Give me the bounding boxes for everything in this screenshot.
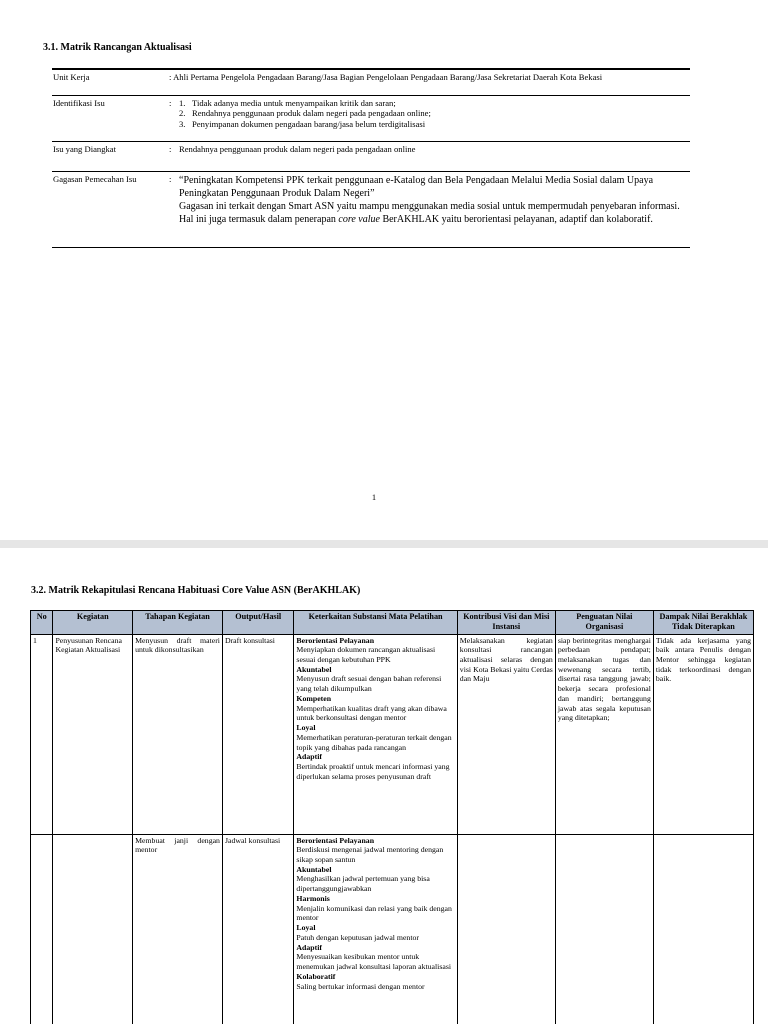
document-page-2 [0,548,768,1024]
row-label: Isu yang Diangkat [53,143,117,154]
header-penguatan: Penguatan Nilai Organisasi [555,611,653,635]
row-label: Gagasan Pemecahan Isu [53,173,137,184]
row-label: Unit Kerja [53,72,90,82]
cell-substansi: Berorientasi Pelayanan Menyiapkan dokumen rancangan aktualisasi sesuai dengan kebutuhan PPK Akuntabel Menyusun draft sesuai dengan bahan referensi yang telah dikumpulkan Kompeten Memperhatikan kualitas draft yang akan dibawa untuk berkonsultasi dengan mentor Loyal Memerhatikan peraturan-peraturan terkait dengan topik yang dibahas pada rancangan Adaptif Bertindak proaktif untuk mencari informasi yang diperlukan selama proses penyusunan draft [294,634,457,834]
gagasan-description: Gagasan ini terkait dengan Smart ASN yaitu mampu menggunakan media sosial untuk mempermudah penyebaran informasi. Hal ini juga termasuk dalam penerapan core value BerAKHLAK yaitu berorientasi pelayanan, adaptif dan kolaboratif. [179,200,680,225]
habituasi-table [30,610,754,1024]
cell-kontribusi [457,834,555,1024]
list-item: 3. Penyimpanan dokumen pengadaan barang/jasa belum terdigitalisasi [179,118,426,129]
cell-dampak [653,834,753,1024]
row-label: Identifikasi Isu [53,97,105,108]
cell-penguatan: siap berintegritas menghargai perbedaan pendapat; melaksanakan tugas dan wewenang secara tertib, disertai rasa tanggung jawab; bekerja secara profesional dan mandiri; bertanggung jawab atas segala keputusan yang ditetapkan; [555,634,653,834]
table-row [52,69,690,95]
header-kontribusi: Kontribusi Visi dan Misi Instansi [457,611,555,635]
list-item: 2. Rendahnya penggunaan produk dalam negeri pada pengadaan online; [179,108,431,119]
header-no: No [31,611,53,635]
gagasan-title: “Peningkatan Kompetensi PPK terkait penggunaan e-Katalog dan Bela Pengadaan Melalui Media Sosial dalam Upaya Peningkatan Penggunaan Produk Dalam Negeri” [179,174,654,199]
header-substansi: Keterkaitan Substansi Mata Pelatihan [294,611,457,635]
header-output: Output/Hasil [222,611,293,635]
cell-no [31,834,53,1024]
row-value: : Ahli Pertama Pengelola Pengadaan Barang/Jasa Bagian Pengelolaan Pengadaan Barang/Jasa Sekretariat Daerah Kota Bekasi [169,72,603,82]
row-value [178,171,690,247]
header-dampak: Dampak Nilai Berakhlak Tidak Diterapkan [653,611,753,635]
cell-penguatan [555,834,653,1024]
table-row [31,834,754,1024]
table-row: Gagasan Pemecahan Isu : “Peningkatan Kompetensi PPK terkait penggunaan e-Katalog dan Bela Pengadaan Melalui Media Sosial dalam Upaya Peningkatan Penggunaan Produk Dalam Negeri” Gagasan ini terkait dengan Smart ASN yaitu mampu menggunakan media sosial untuk mempermudah penyebaran informasi. Hal ini juga termasuk dalam penerapan core value BerAKHLAK yaitu berorientasi pelayanan, adaptif dan kolaboratif. [52,171,690,247]
cell-kontribusi: Melaksanakan kegiatan konsultasi rancangan aktualisasi selaras dengan visi Kota Bekasi yaitu Cerdas dan Maju [457,634,555,834]
section-heading-3-2: 3.2. Matrik Rekapitulasi Rencana Habituasi Core Value ASN (BerAKHLAK) [31,585,361,596]
cell-substansi: Berorientasi Pelayanan Berdiskusi mengenai jadwal mentoring dengan sikap sopan santun Akuntabel Menghasilkan jadwal pertemuan yang bisa dipertanggungjawabkan Harmonis Menjalin komunikasi dan relasi yang baik dengan mentor Loyal Patuh dengan keputusan jadwal mentor Adaptif Menyesuaikan kesibukan mentor untuk menemukan jadwal konsultasi laporan aktualisasi Kolaboratif Saling bertukar informasi dengan mentor [294,834,457,1024]
rancangan-aktualisasi-table [52,68,690,248]
header-kegiatan: Kegiatan [53,611,133,635]
isu-list [178,95,690,141]
page-separator [0,540,768,548]
cell-kegiatan [53,834,133,1024]
list-item: 1. Tidak adanya media untuk menyampaikan kritik dan saran; [179,97,396,108]
section-heading-3-1: 3.1. Matrik Rancangan Aktualisasi [43,42,192,53]
cell-output: Jadwal konsultasi [222,834,293,1024]
table-row: Isu yang Diangkat : Rendahnya penggunaan produk dalam negeri pada pengadaan online [52,141,690,171]
table-row: Identifikasi Isu : 1. Tidak adanya media untuk menyampaikan kritik dan saran; 2. Rendahnya penggunaan produk dalam negeri pada pengadaan online; 3. Penyimpanan dokumen pengadaan barang/jasa belum terdigitalisasi [52,95,690,141]
cell-tahapan: Menyusun draft materi untuk dikonsultasikan [133,634,223,834]
table-header-row [31,611,754,635]
cell-no: 1 [31,634,53,834]
row-value: Rendahnya penggunaan produk dalam negeri pada pengadaan online [179,143,416,154]
page-number: 1 [371,492,377,502]
table-row [31,634,754,834]
cell-dampak: Tidak ada kerjasama yang baik antara Penulis dengan Mentor sehingga kegiatan tidak terkoordinasi dengan baik. [653,634,753,834]
cell-tahapan: Membuat janji dengan mentor [133,834,223,1024]
cell-output: Draft konsultasi [222,634,293,834]
header-tahapan: Tahapan Kegiatan [133,611,223,635]
cell-kegiatan: Penyusunan Rencana Kegiatan Aktualisasi [53,634,133,834]
